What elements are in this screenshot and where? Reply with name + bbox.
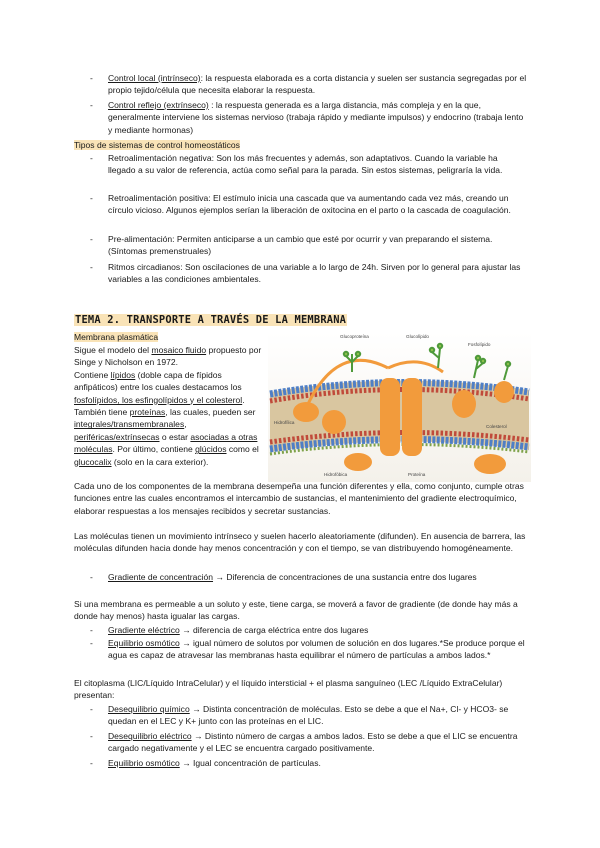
membrane-figure [268, 332, 531, 482]
term: Desequilibrio químico [108, 704, 190, 714]
arrow: → [179, 638, 194, 648]
bullet: - [90, 73, 93, 83]
term: Equilibrio osmótico [108, 758, 180, 768]
list-item [108, 730, 526, 755]
paragraph: Cada uno de los componentes de la membrana desempeña una función diferentes y ella, como conjunto, cumple otras funciones entre las cuales encontramos el intercambio de sustancias, el mantenimiento del gradiente electroquímico, elaborar respuestas a los mensajes recibidos y secretar sustancias. [74, 481, 524, 516]
tipos-heading [74, 139, 240, 151]
section-title: TEMA 2. TRANSPORTE A TRAVÉS DE LA MEMBRANA [75, 314, 347, 326]
item-text: la respuesta generada es a larga distancia, más compleja y en la que, generalmente interviene los sistemas nervioso (trabaja rápido y mediante impulsos) y endocrino (trabaja lento y mediante hormonas) [108, 100, 524, 135]
bullet: - [90, 100, 93, 110]
list-item [108, 261, 526, 286]
list-item [108, 233, 526, 258]
list-item [108, 757, 526, 769]
list-item [108, 152, 526, 177]
text-run: propuesto por Singe y Nicholson en 1972. [74, 345, 262, 368]
term: Control local (intrínseco) [108, 73, 201, 83]
label-protein: Proteína [408, 472, 426, 477]
label-hydrophobic: Hidrofóbica [324, 472, 348, 477]
item-text: Son los más frecuentes y además, son adaptativos. Cuando la variable ha llegado a su valor de referencia, actúa como señal para la parada. Sin estos sistemas, peligraría la vida. [108, 153, 503, 176]
arrow: → [191, 731, 205, 741]
text-run: . [242, 394, 245, 405]
item-text: Distinto número de cargas a ambos lados. Esto se debe a que el LIC se encuentra cargado negativamente y el LEC se encuentra cargado positivamente. [108, 731, 518, 754]
text-run: como el [226, 444, 259, 455]
channel-protein-left [380, 378, 400, 456]
label-glycoprotein: Glucoproteína [340, 334, 369, 339]
peripheral-protein [494, 381, 514, 403]
bullet: - [90, 758, 93, 768]
label-cholesterol: Colesterol [486, 424, 507, 429]
paragraph: Si una membrana es permeable a un soluto y este, tiene carga, se moverá a favor de gradiente (de donde hay más a donde hay menos) hasta igualar las cargas. [74, 599, 518, 622]
bullet: - [90, 234, 93, 244]
subsection-heading-text: Membrana plasmática [74, 332, 159, 342]
term: Equilibrio osmótico [108, 638, 180, 648]
term: Control reflejo (extrínseco) [108, 100, 209, 110]
text-run: Contiene [74, 369, 111, 380]
bullet: - [90, 731, 93, 741]
arrow: → [179, 758, 194, 768]
subsection-heading [74, 331, 158, 343]
paragraph: El citoplasma (LIC/Líquido IntraCelular) y el líquido intersticial + el plasma sanguíneo (LEC /Líquido ExtraCelular) presentan: [74, 678, 503, 701]
item-text: Son oscilaciones de una variable a lo largo de 24h. Sirven por lo general para ajustar las variables a las condiciones ambientales. [108, 262, 521, 285]
label-hydrophilic: Hidrofílica [274, 420, 295, 425]
item-text: diferencia de carga eléctrica entre dos lugares [193, 625, 369, 635]
list-item [108, 192, 526, 217]
separator: : [208, 100, 214, 110]
tipos-heading-text: Tipos de sistemas de control homeostáticos [74, 140, 240, 150]
text-run: (doble capa de fípidos anfipáticos) entre los cuales destacamos los [74, 369, 242, 393]
bullet: - [90, 704, 93, 714]
item-text: Igual concentración de partículas. [193, 758, 321, 768]
text-run: Sigue el modelo del [74, 345, 152, 355]
list-item [108, 72, 528, 97]
term: periféricas/extrínsecas [74, 431, 160, 442]
term: mosaico fluido [151, 345, 207, 355]
bullet: - [90, 153, 93, 163]
label-phospholipid: Fosfolípido [468, 342, 491, 347]
list-item [108, 571, 520, 583]
paragraph: Las moléculas tienen un movimiento intrínseco y suelen hacerlo aleatoriamente (difunden). En ausencia de barrera, las moléculas difunden hacia donde hay menos concentración y con el tiempo, se van distribuyendo homogéneamente. [74, 531, 526, 554]
item-text: Diferencia de concentraciones de una sustancia entre dos lugares [226, 572, 477, 582]
item-text: Permiten anticiparse a un cambio que esté por ocurrir y van preparando el sistema. (Síntomas premenstruales) [108, 234, 493, 257]
text-run: , [184, 419, 187, 430]
channel-protein-right [402, 378, 422, 456]
term: proteínas [129, 407, 166, 418]
label-glycolipid: Glucolípido [406, 334, 429, 339]
item-label: Retroalimentación negativa: [108, 153, 214, 163]
text-run: También tiene [74, 407, 130, 418]
bullet: - [90, 638, 93, 648]
peripheral-protein [293, 402, 319, 422]
term: fosfolípidos, los esfingolípidos y el colesterol [74, 394, 243, 405]
text-run: (solo en la cara exterior). [111, 456, 209, 467]
text-run: o estar [159, 431, 191, 442]
text-run: , las cuales, pueden ser [165, 407, 256, 418]
integral-protein [452, 390, 476, 418]
term: Gradiente de concentración [108, 572, 214, 582]
separator: : [200, 73, 204, 83]
list-item [108, 99, 528, 136]
inner-protein [344, 453, 372, 471]
item-text: Distinta concentración de moléculas. Esto se debe a que el Na+, Cl- y HCO3- se quedan en el LEC y K+ junto con las proteínas en el LIC. [108, 704, 509, 727]
item-label: Pre-alimentación: [108, 234, 175, 244]
term: Gradiente eléctrico [108, 625, 180, 635]
term: glucocalix [74, 456, 112, 467]
item-text: igual número de solutos por volumen de solución en dos lugares.*Se produce porque el agua es capaz de atravesar las membranas hasta equilibrar el número de partículas a ambos lados.* [108, 638, 525, 661]
bullet: - [90, 262, 93, 272]
arrow: → [189, 704, 204, 714]
item-label: Ritmos circadianos: [108, 262, 183, 272]
list-item [108, 703, 526, 728]
item-text: El estímulo inicia una cascada que va aumentando cada vez más, creando un círculo vicioso. Algunos ejemplos serían la liberación de oxitocina en el parto o la cascada de coagulación. [108, 193, 511, 216]
list-item [108, 637, 526, 662]
bullet: - [90, 625, 93, 635]
inner-protein [474, 454, 506, 474]
item-text: la respuesta elaborada es a corta distancia y suelen ser sustancia segregadas por el propio tejido/célula que necesita elaborar la respuesta. [108, 73, 527, 96]
term: glúcidos [195, 444, 227, 455]
term: Desequilibrio eléctrico [108, 731, 192, 741]
item-label: Retroalimentación positiva: [108, 193, 211, 203]
list-item [108, 624, 526, 636]
arrow: → [213, 572, 227, 582]
intro-paragraph [74, 344, 266, 468]
term: integrales/transmembranales [74, 419, 185, 430]
bullet: - [90, 572, 93, 582]
text-run: . Por último, contiene [112, 444, 196, 455]
bullet: - [90, 193, 93, 203]
arrow: → [179, 625, 194, 635]
term: lípidos [110, 369, 136, 380]
term: asociadas a otras moléculas [74, 431, 258, 455]
integral-protein [322, 410, 346, 434]
